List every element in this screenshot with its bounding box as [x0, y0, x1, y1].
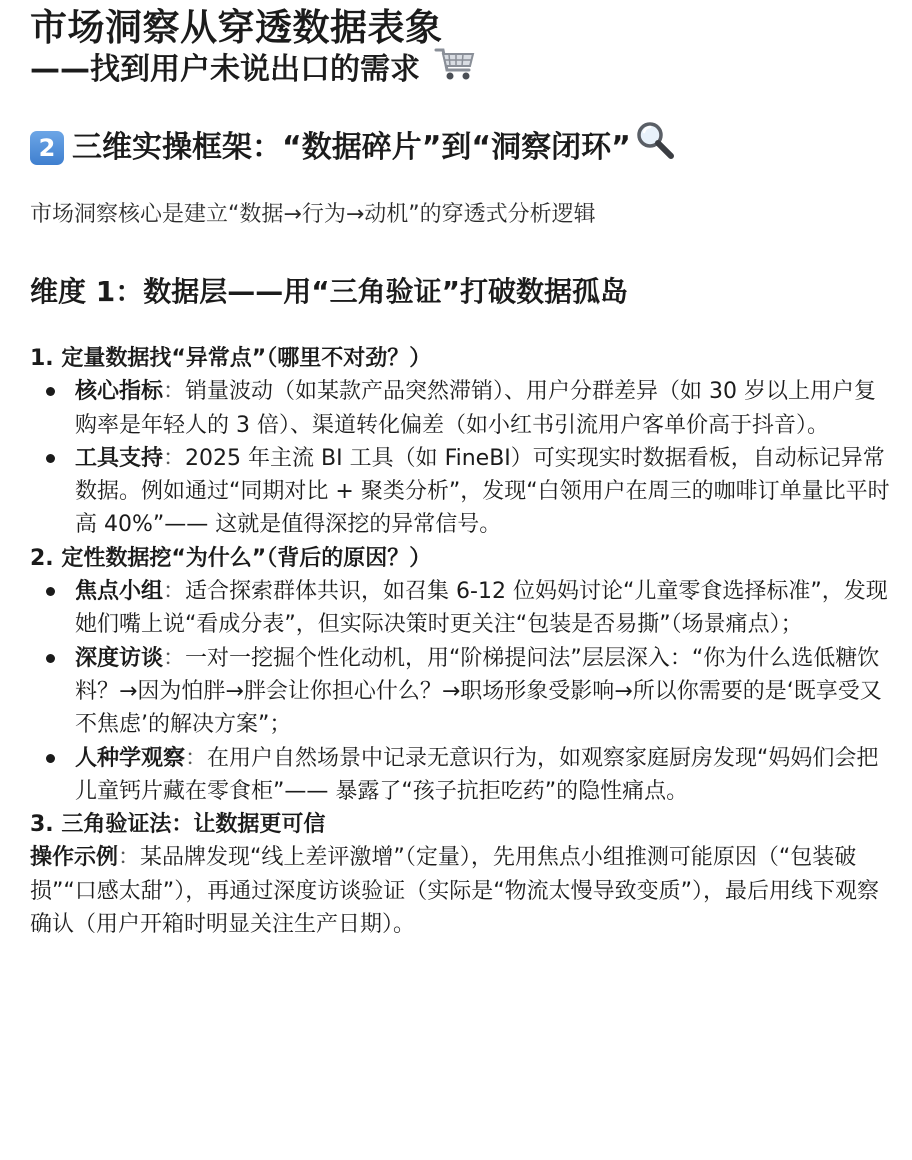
- item-title: 2. 定性数据挖“为什么”（背后的原因？）: [30, 545, 432, 571]
- item-title: 3. 三角验证法：让数据更可信: [30, 812, 326, 838]
- bullet-label: 人种学观察: [75, 745, 186, 771]
- list-item: [30, 575, 895, 642]
- colon: ：: [118, 845, 141, 871]
- example-text: 某品牌发现“线上差评激增”（定量），先用焦点小组推测可能原因（“包装破损”“口感太甜”），再通过深度访谈验证（实际是“物流太慢导致变质”），最后用线下观察确认（用户开箱时明显关注生产日期）。: [30, 845, 879, 938]
- colon: ：: [163, 579, 186, 605]
- section-heading-text: 三维实操框架：“数据碎片”到“洞察闭环”: [72, 129, 631, 165]
- section-heading: [30, 120, 675, 175]
- bullet-label: 工具支持: [75, 445, 164, 471]
- page-title: 市场洞察从穿透数据表象: [30, 6, 443, 49]
- example-paragraph: [30, 841, 895, 941]
- bullet-list: [30, 575, 895, 808]
- item-title: 1. 定量数据找“异常点”（哪里不对劲？）: [30, 346, 432, 371]
- subtitle-text: ——找到用户未说出口的需求: [30, 52, 420, 87]
- bullet-list: [30, 375, 895, 541]
- example-label: 操作示例: [30, 845, 119, 871]
- shopping-cart-icon: [434, 46, 476, 95]
- colon: ：: [163, 645, 186, 671]
- bullet-text: 在用户自然场景中记录无意识行为，如观察家庭厨房发现“妈妈们会把儿童钙片藏在零食柜”—— 暴露了“孩子抗拒吃药”的隐性痛点。: [75, 745, 879, 804]
- bullet-text: 一对一挖掘个性化动机，用“阶梯提问法”层层深入：“你为什么选低糖饮料？→因为怕胖→胖会让你担心什么？→职场形象受影响→所以你需要的是‘既享受又不焦虑’的解决方案”；: [75, 645, 882, 738]
- list-item: [30, 375, 895, 442]
- colon: ：: [163, 445, 186, 471]
- dimension-heading: 维度 1：数据层——用“三角验证”打破数据孤岛: [30, 275, 629, 308]
- content-body: [30, 342, 895, 941]
- bullet-label: 核心指标: [75, 379, 164, 405]
- list-item: [30, 442, 895, 542]
- bullet-label: 深度访谈: [75, 645, 164, 671]
- bullet-text: 适合探索群体共识，如召集 6-12 位妈妈讨论“儿童零食选择标准”，发现她们嘴上说“看成分表”，但实际决策时更关注“包装是否易撕”（场景痛点）；: [75, 579, 888, 638]
- colon: ：: [163, 379, 186, 405]
- list-item: [30, 642, 895, 742]
- number-badge: 2: [30, 131, 64, 165]
- bullet-text: 2025 年主流 BI 工具（如 FineBI）可实现实时数据看板，自动标记异常数据。例如通过“同期对比 + 聚类分析”，发现“白领用户在周三的咖啡订单量比平时高 40%”—— 这就是值得深挖的异常信号。: [75, 445, 890, 538]
- colon: ：: [185, 745, 208, 771]
- bullet-label: 焦点小组: [75, 579, 164, 605]
- page-subtitle: [30, 46, 476, 95]
- intro-text: 市场洞察核心是建立“数据→行为→动机”的穿透式分析逻辑: [30, 202, 596, 227]
- magnifier-icon: [635, 120, 675, 175]
- list-item: [30, 742, 895, 809]
- bullet-text: 销量波动（如某款产品突然滞销）、用户分群差异（如 30 岁以上用户复购率是年轻人的 3 倍）、渠道转化偏差（如小红书引流用户客单价高于抖音）。: [75, 379, 877, 438]
